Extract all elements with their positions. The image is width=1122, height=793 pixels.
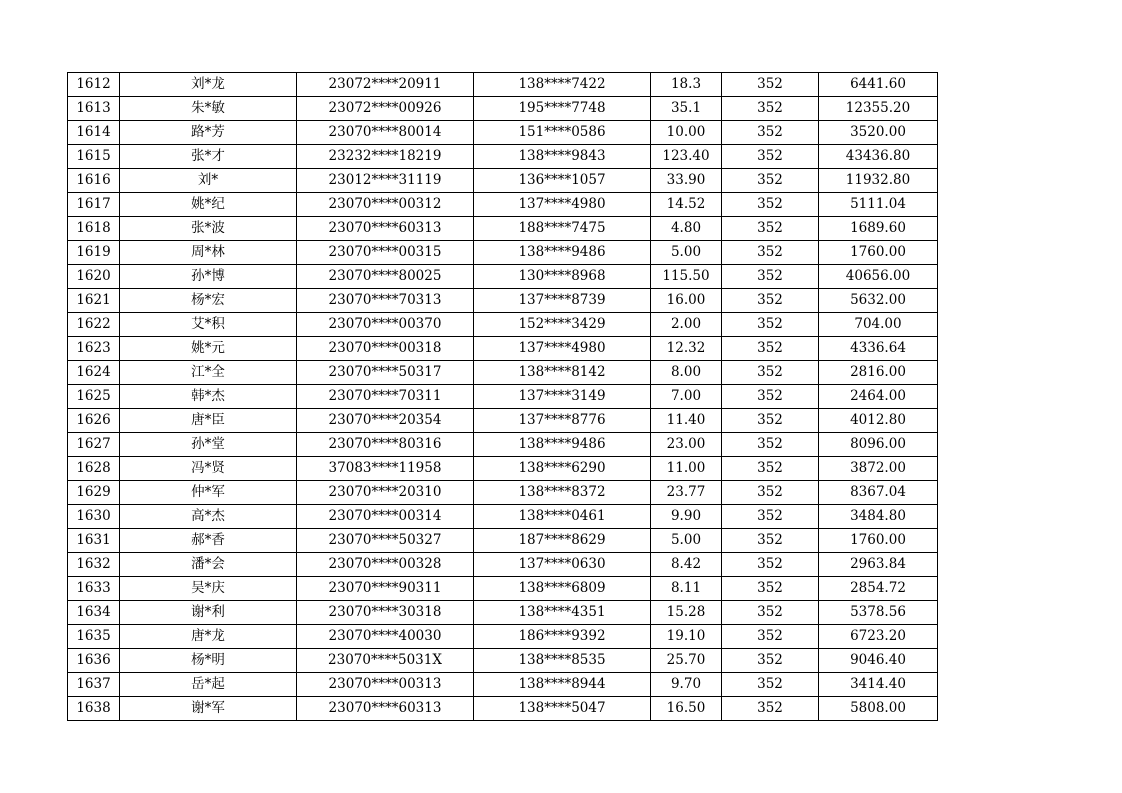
- amount-cell: 4336.64: [819, 337, 938, 361]
- id-number-cell: 23070****80316: [297, 433, 474, 457]
- unit-price-cell: 352: [722, 433, 819, 457]
- unit-price-cell: 352: [722, 409, 819, 433]
- row-number-cell: 1623: [68, 337, 120, 361]
- id-number-cell: 23070****60313: [297, 697, 474, 721]
- id-number-cell: 23070****00312: [297, 193, 474, 217]
- phone-cell: 138****0461: [474, 505, 651, 529]
- area-cell: 7.00: [651, 385, 722, 409]
- row-number-cell: 1635: [68, 625, 120, 649]
- table-row: [68, 289, 938, 313]
- amount-cell: 8096.00: [819, 433, 938, 457]
- table-row: [68, 457, 938, 481]
- table-row: [68, 625, 938, 649]
- id-number-cell: 23012****31119: [297, 169, 474, 193]
- amount-cell: 3520.00: [819, 121, 938, 145]
- unit-price-cell: 352: [722, 529, 819, 553]
- unit-price-cell: 352: [722, 361, 819, 385]
- amount-cell: 43436.80: [819, 145, 938, 169]
- row-number-cell: 1633: [68, 577, 120, 601]
- phone-cell: 138****8142: [474, 361, 651, 385]
- name-cell: 姚*元: [120, 337, 297, 361]
- amount-cell: 1760.00: [819, 241, 938, 265]
- amount-cell: 2816.00: [819, 361, 938, 385]
- row-number-cell: 1634: [68, 601, 120, 625]
- unit-price-cell: 352: [722, 385, 819, 409]
- amount-cell: 5632.00: [819, 289, 938, 313]
- id-number-cell: 23070****80025: [297, 265, 474, 289]
- table-row: [68, 217, 938, 241]
- phone-cell: 138****8535: [474, 649, 651, 673]
- name-cell: 唐*臣: [120, 409, 297, 433]
- id-number-cell: 23072****00926: [297, 97, 474, 121]
- id-number-cell: 37083****11958: [297, 457, 474, 481]
- table-row: [68, 697, 938, 721]
- amount-cell: 6723.20: [819, 625, 938, 649]
- unit-price-cell: 352: [722, 313, 819, 337]
- unit-price-cell: 352: [722, 553, 819, 577]
- unit-price-cell: 352: [722, 673, 819, 697]
- name-cell: 刘*龙: [120, 73, 297, 97]
- amount-cell: 4012.80: [819, 409, 938, 433]
- row-number-cell: 1632: [68, 553, 120, 577]
- area-cell: 35.1: [651, 97, 722, 121]
- name-cell: 杨*明: [120, 649, 297, 673]
- table-row: [68, 337, 938, 361]
- amount-cell: 1689.60: [819, 217, 938, 241]
- area-cell: 25.70: [651, 649, 722, 673]
- unit-price-cell: 352: [722, 481, 819, 505]
- name-cell: 朱*敏: [120, 97, 297, 121]
- id-number-cell: 23070****00318: [297, 337, 474, 361]
- area-cell: 5.00: [651, 529, 722, 553]
- row-number-cell: 1617: [68, 193, 120, 217]
- unit-price-cell: 352: [722, 601, 819, 625]
- unit-price-cell: 352: [722, 169, 819, 193]
- name-cell: 冯*贤: [120, 457, 297, 481]
- row-number-cell: 1620: [68, 265, 120, 289]
- phone-cell: 138****4351: [474, 601, 651, 625]
- area-cell: 16.00: [651, 289, 722, 313]
- area-cell: 9.70: [651, 673, 722, 697]
- row-number-cell: 1622: [68, 313, 120, 337]
- name-cell: 刘*: [120, 169, 297, 193]
- phone-cell: 138****9486: [474, 433, 651, 457]
- table-row: [68, 577, 938, 601]
- unit-price-cell: 352: [722, 217, 819, 241]
- phone-cell: 195****7748: [474, 97, 651, 121]
- row-number-cell: 1621: [68, 289, 120, 313]
- name-cell: 杨*宏: [120, 289, 297, 313]
- unit-price-cell: 352: [722, 697, 819, 721]
- id-number-cell: 23070****50327: [297, 529, 474, 553]
- area-cell: 14.52: [651, 193, 722, 217]
- unit-price-cell: 352: [722, 505, 819, 529]
- area-cell: 15.28: [651, 601, 722, 625]
- area-cell: 9.90: [651, 505, 722, 529]
- id-number-cell: 23070****70311: [297, 385, 474, 409]
- id-number-cell: 23070****80014: [297, 121, 474, 145]
- area-cell: 8.00: [651, 361, 722, 385]
- amount-cell: 3414.40: [819, 673, 938, 697]
- table-row: [68, 433, 938, 457]
- unit-price-cell: 352: [722, 145, 819, 169]
- row-number-cell: 1619: [68, 241, 120, 265]
- name-cell: 韩*杰: [120, 385, 297, 409]
- phone-cell: 151****0586: [474, 121, 651, 145]
- records-table-body: [68, 73, 938, 721]
- table-row: [68, 649, 938, 673]
- phone-cell: 188****7475: [474, 217, 651, 241]
- amount-cell: 11932.80: [819, 169, 938, 193]
- unit-price-cell: 352: [722, 337, 819, 361]
- name-cell: 吴*庆: [120, 577, 297, 601]
- phone-cell: 138****9843: [474, 145, 651, 169]
- phone-cell: 137****4980: [474, 193, 651, 217]
- phone-cell: 136****1057: [474, 169, 651, 193]
- amount-cell: 2963.84: [819, 553, 938, 577]
- amount-cell: 5111.04: [819, 193, 938, 217]
- amount-cell: 5808.00: [819, 697, 938, 721]
- unit-price-cell: 352: [722, 625, 819, 649]
- id-number-cell: 23070****00328: [297, 553, 474, 577]
- area-cell: 23.77: [651, 481, 722, 505]
- table-row: [68, 73, 938, 97]
- id-number-cell: 23070****20310: [297, 481, 474, 505]
- table-row: [68, 409, 938, 433]
- area-cell: 2.00: [651, 313, 722, 337]
- unit-price-cell: 352: [722, 265, 819, 289]
- phone-cell: 186****9392: [474, 625, 651, 649]
- id-number-cell: 23232****18219: [297, 145, 474, 169]
- id-number-cell: 23070****00315: [297, 241, 474, 265]
- id-number-cell: 23070****00313: [297, 673, 474, 697]
- amount-cell: 8367.04: [819, 481, 938, 505]
- phone-cell: 138****7422: [474, 73, 651, 97]
- phone-cell: 138****9486: [474, 241, 651, 265]
- id-number-cell: 23070****90311: [297, 577, 474, 601]
- phone-cell: 138****8372: [474, 481, 651, 505]
- amount-cell: 5378.56: [819, 601, 938, 625]
- id-number-cell: 23070****70313: [297, 289, 474, 313]
- unit-price-cell: 352: [722, 193, 819, 217]
- area-cell: 8.42: [651, 553, 722, 577]
- amount-cell: 3484.80: [819, 505, 938, 529]
- name-cell: 郝*香: [120, 529, 297, 553]
- table-row: [68, 97, 938, 121]
- table-row: [68, 505, 938, 529]
- name-cell: 高*杰: [120, 505, 297, 529]
- table-row: [68, 193, 938, 217]
- table-row: [68, 169, 938, 193]
- row-number-cell: 1630: [68, 505, 120, 529]
- amount-cell: 2854.72: [819, 577, 938, 601]
- name-cell: 张*才: [120, 145, 297, 169]
- unit-price-cell: 352: [722, 73, 819, 97]
- row-number-cell: 1626: [68, 409, 120, 433]
- name-cell: 周*林: [120, 241, 297, 265]
- phone-cell: 137****4980: [474, 337, 651, 361]
- table-row: [68, 601, 938, 625]
- unit-price-cell: 352: [722, 241, 819, 265]
- phone-cell: 130****8968: [474, 265, 651, 289]
- unit-price-cell: 352: [722, 577, 819, 601]
- area-cell: 19.10: [651, 625, 722, 649]
- amount-cell: 3872.00: [819, 457, 938, 481]
- area-cell: 8.11: [651, 577, 722, 601]
- table-row: [68, 361, 938, 385]
- phone-cell: 137****0630: [474, 553, 651, 577]
- id-number-cell: 23070****00370: [297, 313, 474, 337]
- name-cell: 岳*起: [120, 673, 297, 697]
- phone-cell: 138****5047: [474, 697, 651, 721]
- id-number-cell: 23070****30318: [297, 601, 474, 625]
- phone-cell: 138****8944: [474, 673, 651, 697]
- name-cell: 艾*积: [120, 313, 297, 337]
- row-number-cell: 1637: [68, 673, 120, 697]
- table-row: [68, 121, 938, 145]
- row-number-cell: 1618: [68, 217, 120, 241]
- row-number-cell: 1614: [68, 121, 120, 145]
- name-cell: 唐*龙: [120, 625, 297, 649]
- name-cell: 潘*会: [120, 553, 297, 577]
- id-number-cell: 23070****00314: [297, 505, 474, 529]
- name-cell: 谢*利: [120, 601, 297, 625]
- area-cell: 115.50: [651, 265, 722, 289]
- amount-cell: 704.00: [819, 313, 938, 337]
- area-cell: 12.32: [651, 337, 722, 361]
- table-row: [68, 553, 938, 577]
- amount-cell: 1760.00: [819, 529, 938, 553]
- id-number-cell: 23070****50317: [297, 361, 474, 385]
- area-cell: 4.80: [651, 217, 722, 241]
- id-number-cell: 23070****40030: [297, 625, 474, 649]
- unit-price-cell: 352: [722, 97, 819, 121]
- name-cell: 谢*军: [120, 697, 297, 721]
- name-cell: 姚*纪: [120, 193, 297, 217]
- id-number-cell: 23070****60313: [297, 217, 474, 241]
- amount-cell: 12355.20: [819, 97, 938, 121]
- area-cell: 5.00: [651, 241, 722, 265]
- table-row: [68, 529, 938, 553]
- unit-price-cell: 352: [722, 457, 819, 481]
- row-number-cell: 1627: [68, 433, 120, 457]
- area-cell: 16.50: [651, 697, 722, 721]
- name-cell: 张*波: [120, 217, 297, 241]
- table-row: [68, 673, 938, 697]
- name-cell: 仲*军: [120, 481, 297, 505]
- name-cell: 孙*博: [120, 265, 297, 289]
- row-number-cell: 1638: [68, 697, 120, 721]
- phone-cell: 137****8739: [474, 289, 651, 313]
- row-number-cell: 1613: [68, 97, 120, 121]
- amount-cell: 6441.60: [819, 73, 938, 97]
- area-cell: 18.3: [651, 73, 722, 97]
- unit-price-cell: 352: [722, 289, 819, 313]
- area-cell: 11.00: [651, 457, 722, 481]
- amount-cell: 2464.00: [819, 385, 938, 409]
- id-number-cell: 23072****20911: [297, 73, 474, 97]
- table-row: [68, 241, 938, 265]
- table-row: [68, 313, 938, 337]
- table-row: [68, 265, 938, 289]
- row-number-cell: 1615: [68, 145, 120, 169]
- area-cell: 11.40: [651, 409, 722, 433]
- row-number-cell: 1625: [68, 385, 120, 409]
- row-number-cell: 1624: [68, 361, 120, 385]
- area-cell: 33.90: [651, 169, 722, 193]
- row-number-cell: 1612: [68, 73, 120, 97]
- area-cell: 23.00: [651, 433, 722, 457]
- id-number-cell: 23070****20354: [297, 409, 474, 433]
- name-cell: 孙*堂: [120, 433, 297, 457]
- phone-cell: 138****6809: [474, 577, 651, 601]
- row-number-cell: 1628: [68, 457, 120, 481]
- phone-cell: 137****8776: [474, 409, 651, 433]
- amount-cell: 40656.00: [819, 265, 938, 289]
- phone-cell: 187****8629: [474, 529, 651, 553]
- area-cell: 10.00: [651, 121, 722, 145]
- id-number-cell: 23070****5031X: [297, 649, 474, 673]
- name-cell: 江*全: [120, 361, 297, 385]
- table-row: [68, 145, 938, 169]
- phone-cell: 138****6290: [474, 457, 651, 481]
- area-cell: 123.40: [651, 145, 722, 169]
- unit-price-cell: 352: [722, 649, 819, 673]
- phone-cell: 137****3149: [474, 385, 651, 409]
- table-row: [68, 481, 938, 505]
- amount-cell: 9046.40: [819, 649, 938, 673]
- unit-price-cell: 352: [722, 121, 819, 145]
- records-table: [67, 72, 938, 721]
- row-number-cell: 1629: [68, 481, 120, 505]
- row-number-cell: 1616: [68, 169, 120, 193]
- phone-cell: 152****3429: [474, 313, 651, 337]
- row-number-cell: 1636: [68, 649, 120, 673]
- table-row: [68, 385, 938, 409]
- row-number-cell: 1631: [68, 529, 120, 553]
- name-cell: 路*芳: [120, 121, 297, 145]
